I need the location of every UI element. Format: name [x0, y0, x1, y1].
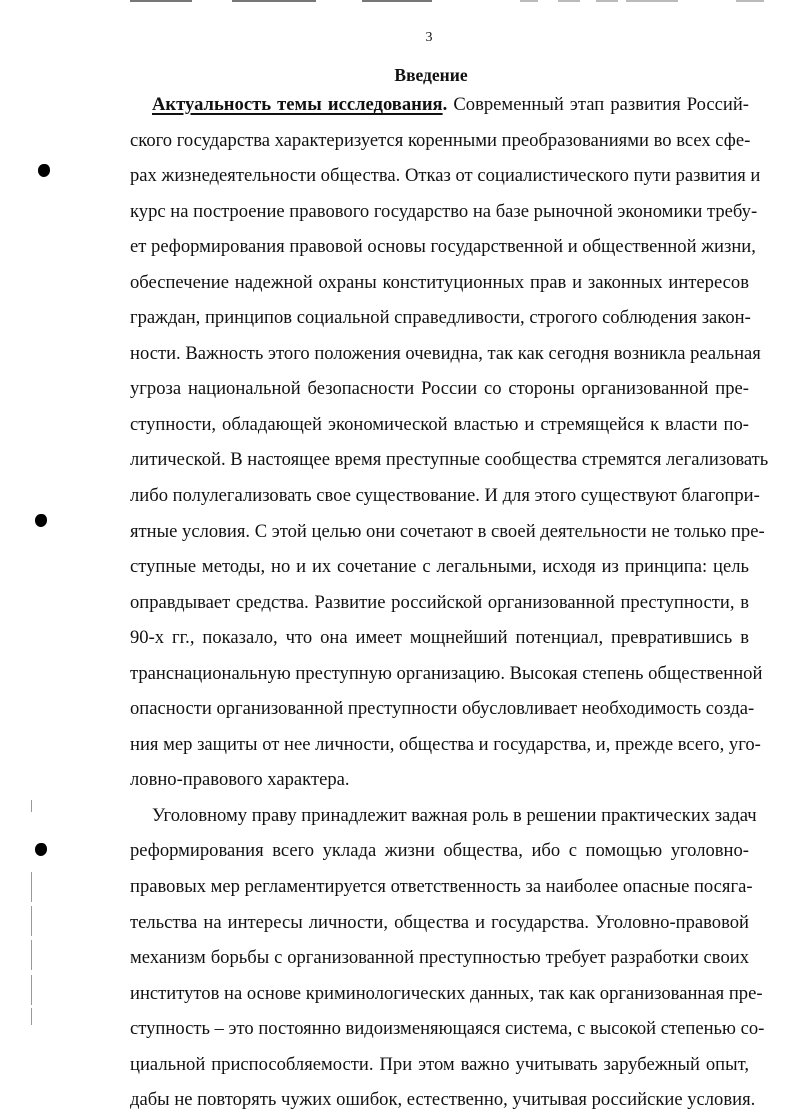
text-line: [130, 87, 749, 123]
binding-line: [31, 940, 32, 970]
text-line: ния мер защиты от нее личности, общества и государства, и, прежде всего, уго-: [130, 733, 761, 755]
text-line: институтов на основе криминологических данных, так как организованная пре-: [130, 982, 763, 1004]
binding-line: [31, 872, 32, 902]
text-line: ступные методы, но и их сочетание с легальными, исходя из принципа: цель: [130, 556, 749, 578]
text-line: ет реформирования правовой основы государственной и общественной жизни,: [130, 236, 756, 258]
scan-mark: [520, 0, 538, 2]
text-line: циальной приспособляемости. При этом важно учитывать зарубежный опыт,: [130, 1053, 749, 1075]
text-line: либо полулегализовать свое существование. И для этого существуют благопри-: [130, 485, 760, 507]
scan-edge-artifacts: [0, 0, 793, 4]
text-line: правовых мер регламентируется ответственность за наиболее опасные посяга-: [130, 876, 753, 898]
text-line: ятные условия. С этой целью они сочетают в своей деятельности не только пре-: [130, 520, 765, 542]
document-body: [130, 87, 769, 1118]
text-line: транснациональную преступную организацию. Высокая степень общественной: [130, 662, 763, 684]
text-line: оправдывает средства. Развитие российской организованной преступности, в: [130, 591, 749, 613]
text-line: обеспечение надежной охраны конституционных прав и законных интересов: [130, 271, 749, 293]
scan-mark: [232, 0, 316, 2]
paragraph-criminal-law: [130, 798, 765, 1118]
section-heading: Введение: [394, 65, 468, 85]
lead-punctuation: .: [442, 94, 448, 115]
text-line: 90-х гг., показало, что она имеет мощнейший потенциал, превратившись в: [130, 627, 749, 649]
punch-hole: [38, 164, 50, 177]
scan-mark: [362, 0, 432, 2]
punch-hole: [35, 843, 47, 856]
text-line: курс на построение правового государство на базе рыночной экономики требу-: [130, 200, 758, 222]
scan-mark: [558, 0, 580, 2]
text-line: ступность – это постоянно видоизменяющаяся система, с высокой степенью со-: [130, 1018, 765, 1040]
text-line: опасности организованной преступности обусловливает необходимость созда-: [130, 698, 755, 720]
paragraph-relevance: [130, 87, 769, 798]
text-line: угроза национальной безопасности России со стороны организованной пре-: [130, 378, 749, 400]
scan-mark: [596, 0, 618, 2]
binding-line: [31, 906, 32, 936]
text-line: ловно-правового характера.: [130, 769, 350, 791]
scan-mark: [130, 0, 192, 2]
punch-hole: [35, 514, 47, 527]
scan-mark: [736, 0, 764, 2]
text-line: граждан, принципов социальной справедливости, строгого соблюдения закон-: [130, 307, 751, 329]
text-line: литической. В настоящее время преступные сообщества стремятся легализовать: [130, 449, 769, 471]
text-line: дабы не повторять чужих ошибок, естественно, учитывая российские условия.: [130, 1089, 756, 1111]
text-line: тельства на интересы личности, общества и государства. Уголовно-правовой: [130, 911, 749, 933]
text-line: Уголовному праву принадлежит важная роль в решении практических задач: [152, 804, 757, 826]
text-line: механизм борьбы с организованной преступностью требует разработки своих: [130, 947, 749, 969]
binding-line: [31, 800, 32, 812]
text-line: ступности, обладающей экономической властью и стремящейся к власти по-: [130, 413, 749, 435]
text-line-content: Современный этап развития Россий-: [447, 94, 749, 115]
paragraph-lead-term: Актуальность темы исследования: [152, 94, 443, 115]
scan-mark: [626, 0, 678, 2]
text-line: реформирования всего уклада жизни общества, ибо с помощью уголовно-: [130, 840, 749, 862]
text-line: ности. Важность этого положения очевидна, так как сегодня возникла реальная: [130, 342, 761, 364]
page-number: 3: [425, 30, 433, 45]
text-line: ского государства характеризуется коренными преобразованиями во всех сфе-: [130, 129, 751, 151]
text-line: рах жизнедеятельности общества. Отказ от социалистического пути развития и: [130, 165, 761, 187]
binding-line: [31, 1008, 32, 1025]
binding-line: [31, 975, 32, 1005]
